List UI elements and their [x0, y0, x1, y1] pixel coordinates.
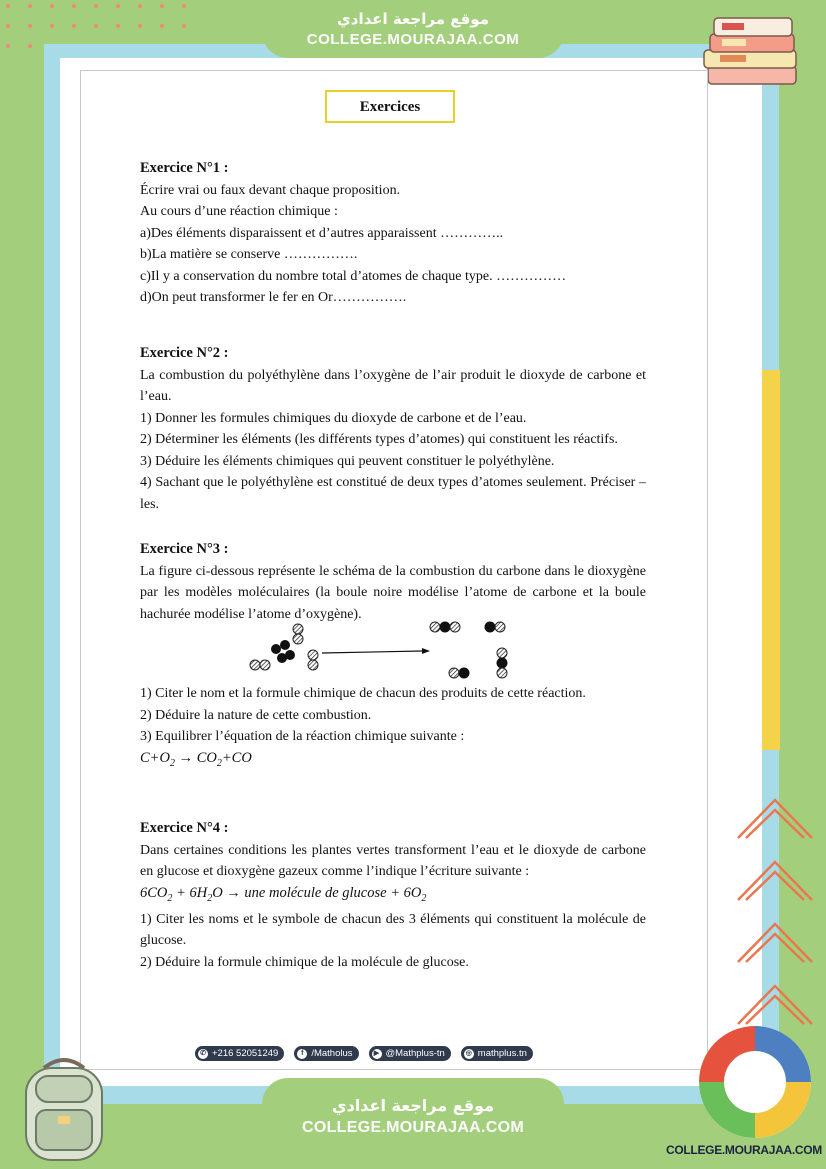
decorative-dot — [28, 4, 32, 8]
decorative-dot — [116, 4, 120, 8]
exercise-3-question: 3) Equilibrer l’équation de la réaction chimique suivante : — [140, 729, 465, 744]
exercise-1-line: c)Il y a conservation du nombre total d’atomes de chaque type. …………… — [140, 268, 567, 284]
exercise-3-questions — [140, 683, 646, 774]
social-label: /Matholus — [311, 1048, 353, 1059]
footer-domain[interactable]: COLLEGE.MOURAJAA.COM — [302, 1119, 524, 1136]
decorative-dot — [160, 4, 164, 8]
arrow-icon — [422, 648, 430, 654]
exercise-2-question: 3) Déduire les éléments chimiques qui peuvent constituer le polyéthylène. — [140, 453, 555, 469]
decorative-dot — [72, 4, 76, 8]
exercise-2-question: 1) Donner les formules chimiques du dioxyde de carbone et de l’eau. — [140, 410, 527, 426]
co2-molecule-icon — [497, 648, 508, 678]
exercise-1 — [140, 158, 646, 309]
exercise-3 — [140, 539, 646, 625]
decorative-dot — [50, 24, 54, 28]
exercise-3-intro: La figure ci-dessous représente le schéma de la combustion du carbone dans le dioxygène par les modèles moléculaires (la boule noire modélise l’atome de carbone et la boule hachurée modélise l’atome d’oxygène). — [140, 563, 646, 622]
phone-icon: ✆ — [198, 1049, 208, 1059]
social-phone[interactable] — [195, 1046, 284, 1061]
exercise-3-heading: Exercice N°3 : — [140, 541, 229, 557]
exercise-4-equation: $6CO_2 + 6H_2O$ → une molécule de $glucose + 6O_2$ — [140, 884, 427, 904]
social-web[interactable] — [461, 1046, 533, 1061]
decorative-dot — [182, 4, 186, 8]
oxygen-atom-icon — [250, 660, 270, 670]
decorative-dot — [50, 4, 54, 8]
social-label: @Mathplus-tn — [385, 1048, 445, 1059]
co-molecule-icon — [485, 622, 506, 633]
social-facebook[interactable] — [294, 1046, 358, 1061]
chevrons-icon — [732, 790, 818, 1040]
decorative-dot — [6, 24, 10, 28]
brand-label[interactable]: COLLEGE.MOURAJAA.COM — [666, 1143, 823, 1157]
exercise-1-heading: Exercice N°1 : — [140, 160, 229, 176]
co-molecule-icon — [449, 668, 470, 679]
exercise-3-question: 2) Déduire la nature de cette combustion. — [140, 707, 372, 723]
decorative-dot — [94, 24, 98, 28]
social-youtube[interactable] — [369, 1046, 451, 1061]
exercise-2-question: 4) Sachant que le polyéthylène est constitué de deux types d’atomes seulement. Préciser –les. — [140, 475, 646, 512]
header-arabic: موقع مراجعة اعدادي — [337, 10, 489, 28]
exercise-1-line: d)On peut transformer le fer en Or……………. — [140, 290, 407, 305]
exercise-1-line: Écrire vrai ou faux devant chaque proposition. — [140, 182, 401, 198]
social-label: +216 52051249 — [212, 1048, 279, 1059]
exercise-2-question: 2) Déterminer les éléments (les différents types d’atomes) qui constituent les réactifs. — [140, 432, 618, 447]
oxygen-atom-icon — [293, 624, 303, 644]
footer-arabic: موقع مراجعة اعدادي — [331, 1096, 495, 1115]
exercise-4-heading: Exercice N°4 : — [140, 820, 229, 836]
co2-molecule-icon — [430, 622, 460, 633]
decorative-dot — [94, 4, 98, 8]
decorative-dot — [116, 24, 120, 28]
decorative-dot — [28, 24, 32, 28]
books-icon — [700, 14, 810, 94]
exercise-4-intro: Dans certaines conditions les plantes vertes transforment l’eau et le dioxyde de carbone en glucose et dioxygène gazeux comme l’indique l’écriture suivante : — [140, 842, 646, 879]
decorative-dot — [182, 24, 186, 28]
exercise-2 — [140, 343, 646, 515]
youtube-icon: ▶ — [372, 1049, 382, 1059]
header-banner — [262, 0, 564, 58]
exercise-4-question: 1) Citer les noms et le symbole de chacun des 3 éléments qui constituent la molécule de glucose. — [140, 911, 646, 949]
decorative-dot — [138, 4, 142, 8]
decorative-dot — [28, 44, 32, 48]
decorative-dot — [160, 24, 164, 28]
decorative-dot — [72, 24, 76, 28]
document-title: Exercices — [325, 90, 455, 123]
exercise-1-line: a)Des éléments disparaissent et d’autres apparaissent ………….. — [140, 225, 504, 241]
globe-icon: ◎ — [465, 1049, 472, 1057]
exercise-3-equation: $C+O_2 \to CO_2+CO$ — [140, 749, 252, 769]
header-domain[interactable]: COLLEGE.MOURAJAA.COM — [306, 31, 520, 48]
exercise-2-heading: Exercice N°2 : — [140, 345, 229, 361]
oxygen-atom-icon — [308, 650, 318, 670]
decorative-dot — [6, 4, 10, 8]
school-logo-icon — [692, 1022, 818, 1140]
decorative-dot — [6, 44, 10, 48]
exercise-1-line: b)La matière se conserve ……………. — [140, 247, 358, 262]
social-label: mathplus.tn — [477, 1048, 527, 1059]
social-links — [195, 1046, 533, 1061]
exercise-4 — [140, 818, 646, 973]
decorative-dot — [138, 24, 142, 28]
exercise-4-question: 2) Déduire la formule chimique de la molécule de glucose. — [140, 954, 469, 970]
footer-banner — [262, 1078, 564, 1169]
exercise-1-line: Au cours d’une réaction chimique : — [140, 204, 338, 219]
carbon-atom-icon — [271, 640, 295, 663]
combustion-figure — [240, 615, 530, 685]
backpack-icon — [14, 1054, 114, 1166]
exercise-2-intro: La combustion du polyéthylène dans l’oxygène de l’air produit le dioxyde de carbone et l’eau. — [140, 367, 646, 404]
exercise-3-question: 1) Citer le nom et la formule chimique de chacun des produits de cette réaction. — [140, 686, 586, 701]
facebook-icon: f — [297, 1049, 307, 1059]
